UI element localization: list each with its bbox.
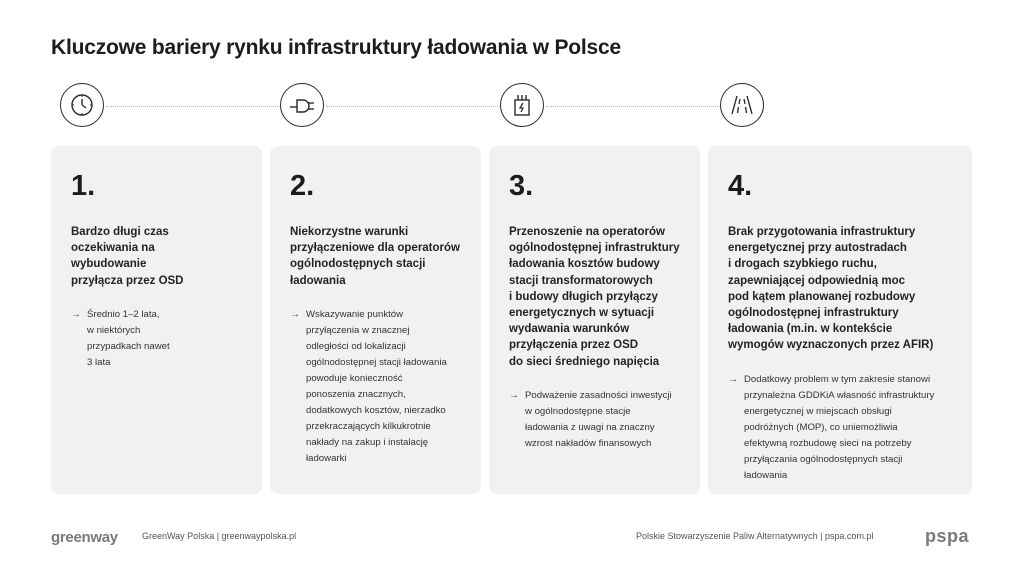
footer-right-text: Polskie Stowarzyszenie Paliw Alternatywnych | pspa.com.pl bbox=[636, 531, 874, 541]
arrow-right-icon: → bbox=[290, 308, 300, 320]
card-bullet-text: Dodatkowy problem w tym zakresie stanowi przynależna GDDKiA własność infrastruktury energetycznej w miejscach obsługi podróżnych (MOP), co uniemożliwia efektywną rozbudowę sieci na potrzeby przyłączania ogólnodostępnych stacji ładowania bbox=[744, 373, 935, 481]
barrier-card-4 bbox=[708, 146, 972, 494]
barrier-card-3 bbox=[489, 146, 700, 494]
card-bullet bbox=[71, 307, 244, 371]
barrier-card-1 bbox=[51, 146, 262, 494]
card-heading: Bardzo długi czas oczekiwania na wybudowanie przyłącza przez OSD bbox=[71, 226, 184, 287]
clock-icon bbox=[60, 83, 104, 127]
arrow-right-icon: → bbox=[509, 389, 519, 401]
card-number: 4. bbox=[728, 170, 753, 202]
card-bullet-text: Wskazywanie punktów przyłączenia w znacznej odległości od lokalizacji ogólnodostępnej stacji ładowania powoduje konieczność ponoszenia znacznych, dodatkowych kosztów, nierzadko przekraczających kilkukrotnie nakłady na zakup i instalację ładowarki bbox=[306, 308, 447, 464]
footer-left-text: GreenWay Polska | greenwaypolska.pl bbox=[142, 531, 297, 541]
card-heading: Niekorzystne warunki przyłączeniowe dla operatorów ogólnodostępnych stacji ładowania bbox=[290, 226, 460, 287]
card-bullet bbox=[290, 307, 463, 467]
card-number: 3. bbox=[509, 170, 534, 202]
arrow-right-icon: → bbox=[728, 373, 738, 385]
pspa-logo: pspa bbox=[925, 526, 970, 546]
barrier-card-2 bbox=[270, 146, 481, 494]
card-number: 1. bbox=[71, 170, 96, 202]
greenway-logo: greenway bbox=[51, 529, 118, 546]
card-bullet bbox=[728, 372, 954, 484]
card-heading: Przenoszenie na operatorów ogólnodostępnej infrastruktury ładowania kosztów budowy stacji transformatorowych i budowy długich przyłączy energetycznych w sytuacji wydawania warunków przyłączenia przez OSD do sieci średniego napięcia bbox=[509, 226, 680, 368]
timeline-connector bbox=[106, 106, 280, 107]
transformer-icon bbox=[500, 83, 544, 127]
card-bullet-text: Średnio 1–2 lata, w niektórych przypadkach nawet 3 lata bbox=[87, 308, 170, 368]
card-bullet bbox=[509, 388, 682, 452]
card-number: 2. bbox=[290, 170, 315, 202]
timeline-connector bbox=[326, 106, 500, 107]
timeline-connector bbox=[546, 106, 720, 107]
page-title: Kluczowe bariery rynku infrastruktury ładowania w Polsce bbox=[51, 36, 621, 59]
card-heading: Brak przygotowania infrastruktury energetycznej przy autostradach i drogach szybkiego ruchu, zapewniającej odpowiednią moc pod kątem planowanej rozbudowy ogólnodostępnej infrastruktury ładowania (m.in. w kontekście wymogów wyznaczonych przez AFIR) bbox=[728, 226, 934, 352]
plug-icon bbox=[280, 83, 324, 127]
arrow-right-icon: → bbox=[71, 308, 81, 320]
highway-icon bbox=[720, 83, 764, 127]
card-bullet-text: Podważenie zasadności inwestycji w ogólnodostępne stacje ładowania z uwagi na znaczny wzrost nakładów finansowych bbox=[525, 389, 672, 449]
icon-timeline bbox=[60, 83, 800, 131]
